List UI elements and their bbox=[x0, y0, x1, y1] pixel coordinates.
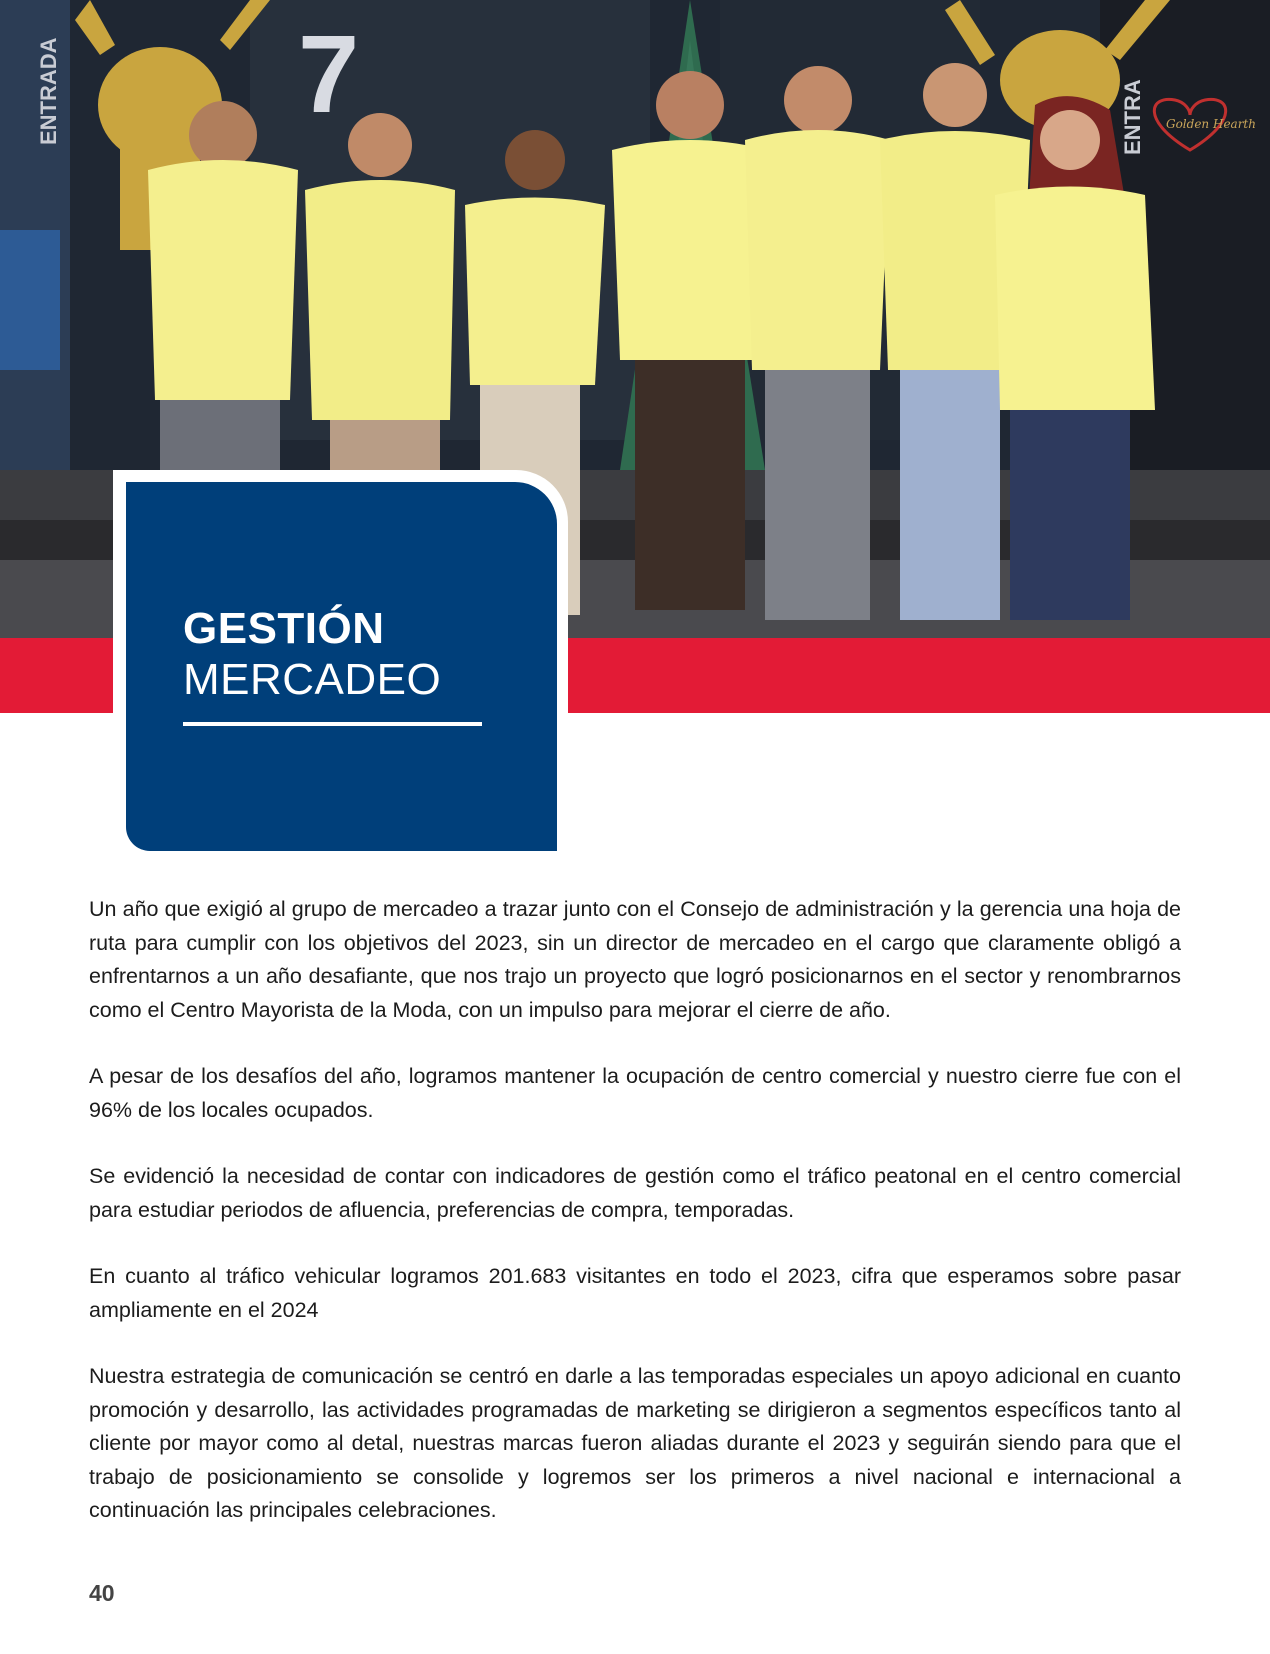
page-number: 40 bbox=[89, 1580, 115, 1606]
paragraph: Se evidenció la necesidad de contar con indicadores de gestión como el tráfico peatonal en el centro comercial para estudiar periodos de afluencia, preferencias de compra, temporadas. bbox=[89, 1164, 1181, 1222]
section-title-bold: GESTIÓN bbox=[183, 604, 385, 653]
section-title-light: MERCADEO bbox=[183, 655, 442, 704]
paragraph: Un año que exigió al grupo de mercadeo a trazar junto con el Consejo de administración y la gerencia una hoja de ruta para cumplir con los objetivos del 2023, sin un director de mercadeo en el cargo que claramente obligó a enfrentarnos a un año desafiante, que nos trajo un proyecto que logró posicionarnos en el sector y renombrarnos como el Centro Mayorista de la Moda, con un impulso para mejorar el cierre de año. bbox=[89, 897, 1181, 1022]
entrada-sign-left: ENTRADA bbox=[36, 37, 61, 145]
body-text bbox=[89, 893, 1181, 1561]
svg-text:Golden Hearth: Golden Hearth bbox=[1166, 117, 1256, 131]
paragraph: En cuanto al tráfico vehicular logramos 201.683 visitantes en todo el 2023, cifra que esperamos sobre pasar ampliamente en el 2024 bbox=[89, 1264, 1181, 1322]
entrada-sign-right: ENTRA bbox=[1120, 79, 1145, 155]
paragraph: Nuestra estrategia de comunicación se centró en darle a las temporadas especiales un apoyo adicional en cuanto promoción y desarrollo, las actividades programadas de marketing se dirigieron a segmentos específicos tanto al cliente por mayor como al detal, nuestras marcas fueron aliadas durante el 2023 y seguirán siendo para que el trabajo de posicionamiento se consolide y logremos ser los primeros a nivel nacional e internacional a continuación las principales celebraciones. bbox=[89, 1364, 1181, 1522]
store-number: 7 bbox=[298, 13, 360, 136]
title-underline bbox=[183, 722, 482, 726]
paragraph: A pesar de los desafíos del año, logramos mantener la ocupación de centro comercial y nuestro cierre fue con el 96% de los locales ocupados. bbox=[89, 1064, 1181, 1122]
